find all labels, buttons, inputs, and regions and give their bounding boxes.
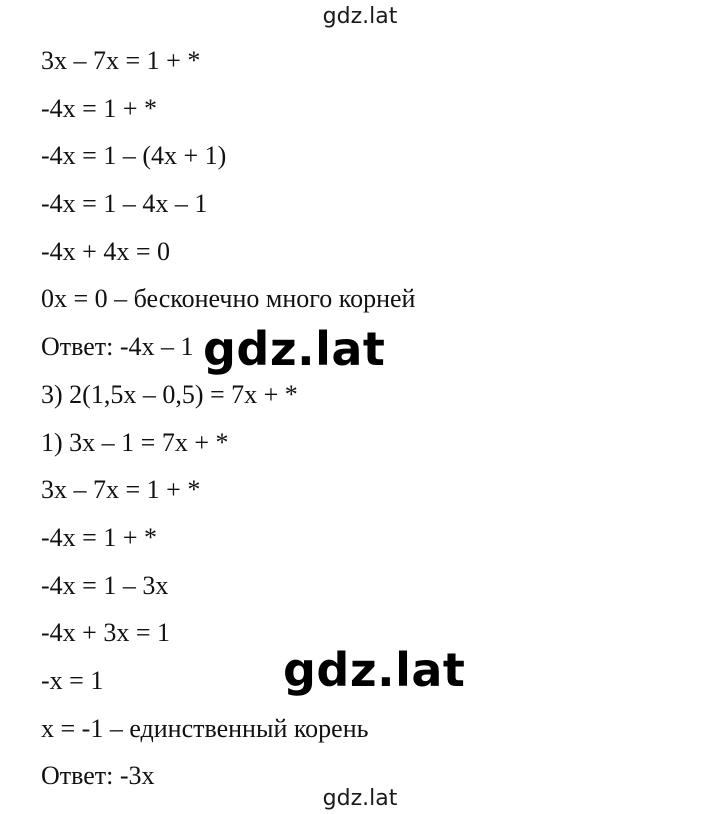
watermark-bottom: gdz.lat <box>322 786 398 811</box>
watermark-middle-2: gdz.lat <box>283 643 466 697</box>
watermark-top: gdz.lat <box>322 4 398 29</box>
solution-line: -4x = 1 + * <box>41 522 157 552</box>
solution-line: 1) 3x – 1 = 7x + * <box>41 427 229 457</box>
solution-line: Ответ: -4x – 1 <box>41 332 194 362</box>
solution-line: 3) 2(1,5x – 0,5) = 7x + * <box>41 379 298 409</box>
solution-line: x = -1 – единственный корень <box>41 713 369 743</box>
solution-line: -4x + 3x = 1 <box>41 618 170 648</box>
solution-line: -4x = 1 – 4x – 1 <box>41 189 208 219</box>
solution-line: -x = 1 <box>41 665 104 695</box>
solution-line: -4x = 1 – 3x <box>41 570 169 600</box>
solution-line: Ответ: -3x <box>41 761 155 791</box>
solution-line: 3x – 7x = 1 + * <box>41 475 201 505</box>
solution-line: 3x – 7x = 1 + * <box>41 46 201 75</box>
watermark-middle-1: gdz.lat <box>203 322 386 376</box>
solution-line: 0x = 0 – бесконечно много корней <box>41 284 416 314</box>
solution-line: -4x = 1 + * <box>41 93 157 123</box>
solution-line: -4x = 1 – (4x + 1) <box>41 141 227 171</box>
solution-line: -4x + 4x = 0 <box>41 236 170 266</box>
